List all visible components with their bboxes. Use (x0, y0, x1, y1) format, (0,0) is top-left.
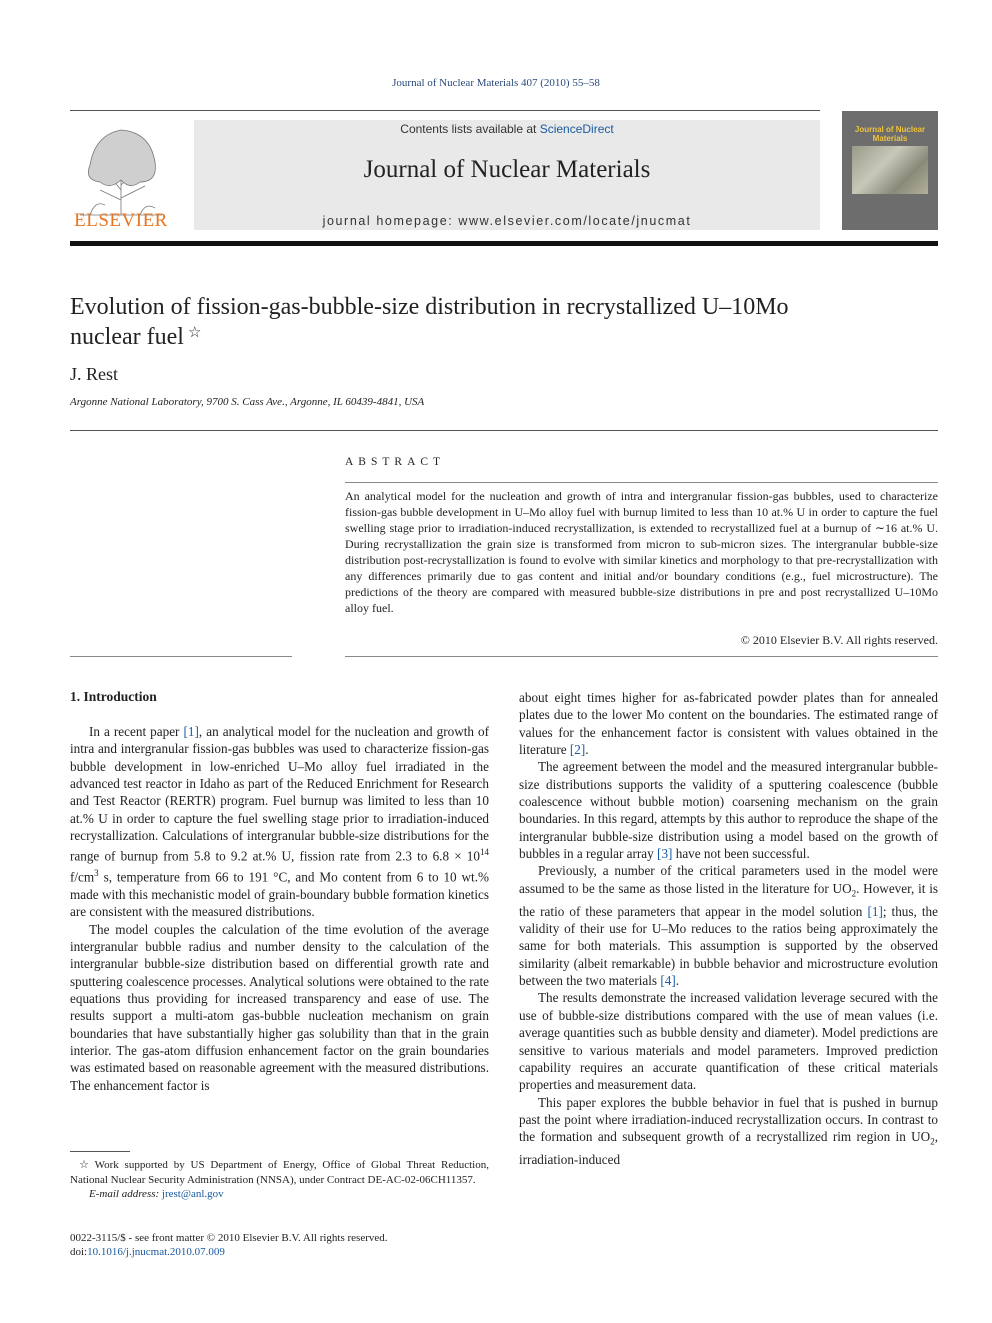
abstract-text: An analytical model for the nucleation and growth of intra and intergranular fission-gas bubbles, used to characterize fission-gas bubble development in U–Mo alloy fuel with burnup limited to less than 10 at.% U in order to capture the fuel swelling stage prior to irradiation-induced recrystallization, is extended to recrystallized fuel at a burnup of ∼16 at.% U. During recrystallization the grain size is transformed from micron to sub-micron sizes. The intergranular bubble-size distribution post-recrystallization is found to evolve with similar kinetics and morphology to that pre-recrystallization with any differences primarily due to gas content and initial and/or boundary conditions (e.g., fuel microstructure). The predictions of the theory are compared with measured bubble-size distributions in pre and post recrystallized U–10Mo alloy fuel. (345, 489, 938, 615)
contents-line (194, 122, 820, 136)
abstract-top-rule (345, 482, 938, 483)
title-rule (70, 430, 938, 431)
reference-link-2[interactable]: [2] (569, 742, 586, 758)
elsevier-wordmark: ELSEVIER (74, 210, 168, 231)
title-footnote-star[interactable]: ☆ (187, 325, 202, 341)
footnote-text: Work supported by US Department of Energy, Office of Global Threat Reduction, National Nuclear Security Administration (NNSA), under Contract DE-AC-02-06CH11357. (70, 1159, 489, 1186)
left-column (70, 723, 489, 1094)
contents-prefix: Contents lists available at (400, 122, 540, 136)
title-line-1: Evolution of fission-gas-bubble-size distribution in recrystallized U–10Mo (70, 294, 789, 320)
footnote-star: ☆ (79, 1159, 89, 1171)
right-paragraph-3: Previously, a number of the critical parameters used in the model were assumed to be the same as those listed in the literature for $UO_2$. However, it is the ratio of these parameters that appear in the model solution [1]; thus, the validity of their use for U–Mo reduces to the ratios being approximately the same for both materials. This assumption is supported by the observed similarity (albeit remarkable) in bubble behavior and microstructure evolution between the two materials [4]. (519, 863, 938, 989)
left-paragraph-2: The model couples the calculation of the time evolution of the average intergranular bubble radius and number density to the calculation of the intergranular bubble-size distribution based on differential growth rate and sputtering coalescence processes. Analytical solutions were obtained to the rate equations thus providing for increased transparency and ease of use. The results support a multi-atom gas-bubble nucleation mechanism on grain boundaries that have substantially higher gas solubility than that in the grain interior. The gas-atom diffusion enhancement factor on the grain boundaries was estimated based on reasonable agreement with the measured distributions. The enhancement factor is (70, 921, 489, 1093)
footnote-rule (70, 1151, 130, 1152)
author-name: J. Rest (70, 364, 119, 384)
header-rule (70, 110, 820, 111)
front-matter-info (70, 1231, 388, 1259)
section-heading-introduction: 1. Introduction (70, 689, 157, 704)
doi-link[interactable]: 10.1016/j.jnucmat.2010.07.009 (87, 1246, 225, 1258)
right-paragraph-5: This paper explores the bubble behavior in fuel that is pushed in burnup past the point where irradiation-induced recrystallization occurs. In contrast to the formation and subsequent growth of a recrystallized rim region in $UO_2$, irradiation-induced (519, 1094, 938, 1168)
reference-link-1[interactable]: [1] (183, 724, 199, 739)
sciencedirect-link[interactable]: ScienceDirect (539, 122, 614, 136)
reference-link-1b[interactable]: [1] (867, 903, 883, 919)
header-thick-rule (70, 241, 938, 246)
author-email-link[interactable]: jrest@anl.gov (161, 1188, 224, 1200)
abstract-bottom-rule (345, 656, 938, 657)
journal-citation[interactable]: Journal of Nuclear Materials 407 (2010) 55–58 (392, 77, 600, 89)
journal-homepage[interactable]: journal homepage: www.elsevier.com/locate/jnucmat (322, 214, 692, 228)
doi-label: doi: (70, 1246, 88, 1258)
right-paragraph-1: about eight times higher for as-fabricated powder plates than for annealed plates due to the lower Mo content on the boundaries. The estimated range of values for the enhancement factor is consistent with values obtained in the literature [2]. (519, 690, 938, 758)
left-separator-rule (70, 656, 292, 657)
title-line-2: nuclear fuel (70, 324, 184, 350)
right-paragraph-4: The results demonstrate the increased validation leverage secured with the use of bubble-size distributions compared with the use of mean values (i.e. average quantities such as bubble density and diameter). Model predictions are sensitive to various materials and model parameters. Improved prediction capability requires an accurate quantification of these critical materials properties and measurement data. (519, 990, 938, 1093)
right-column (519, 689, 938, 1169)
reference-link-3[interactable]: [3] (657, 846, 673, 862)
article-title (70, 292, 930, 352)
right-paragraph-2: The agreement between the model and the measured intergranular bubble-size distributions supports the validity of a sputtering coalescence (bubble coalescence without bubble motion) coarsening mechanism on the grain boundaries. In this regard, attempts by this author to reproduce the shape of the intergranular bubble-size distribution using a model based on the growth of bubbles in a regular array [3] have not been successful. (519, 759, 938, 862)
left-paragraph-1: In a recent paper [1], an analytical model for the nucleation and growth of intra and intergranular fission-gas bubbles was used to characterize fission-gas bubble development in low-enriched U–Mo alloy fuel irradiated in the advanced test reactor in Idaho as part of the Reduced Enrichment for Research and Test Reactor (RERTR) program. Fuel burnup was limited to less than 10 at.% U in order to capture the fuel swelling stage prior to irradiation-induced recrystallization. Calculations of intergranular bubble-size distributions for the range of burnup from 5.8 to 9.2 at.% U, fission rate from 2.3 to $6.8 \times 10^{14}$ $f/cm^3$ s, temperature from 66 to 191 °C, and Mo content from 6 to 10 wt.% made with this mechanistic model of grain-boundary bubble formation kinetics are consistent with the measured distributions. (70, 724, 489, 920)
cover-title: Journal of Nuclear Materials (854, 125, 926, 143)
abstract-heading: ABSTRACT (345, 456, 446, 468)
footnote (70, 1158, 489, 1202)
author-affiliation: Argonne National Laboratory, 9700 S. Cass Ave., Argonne, IL 60439-4841, USA (70, 396, 425, 408)
reference-link-4[interactable]: [4] (660, 973, 676, 989)
abstract-copyright: © 2010 Elsevier B.V. All rights reserved. (740, 633, 938, 647)
email-label: E-mail address: (89, 1188, 160, 1200)
cover-micrograph (852, 146, 928, 194)
journal-title: Journal of Nuclear Materials (363, 156, 651, 183)
issn-line: 0022-3115/$ - see front matter © 2010 Elsevier B.V. All rights reserved. (70, 1232, 388, 1244)
